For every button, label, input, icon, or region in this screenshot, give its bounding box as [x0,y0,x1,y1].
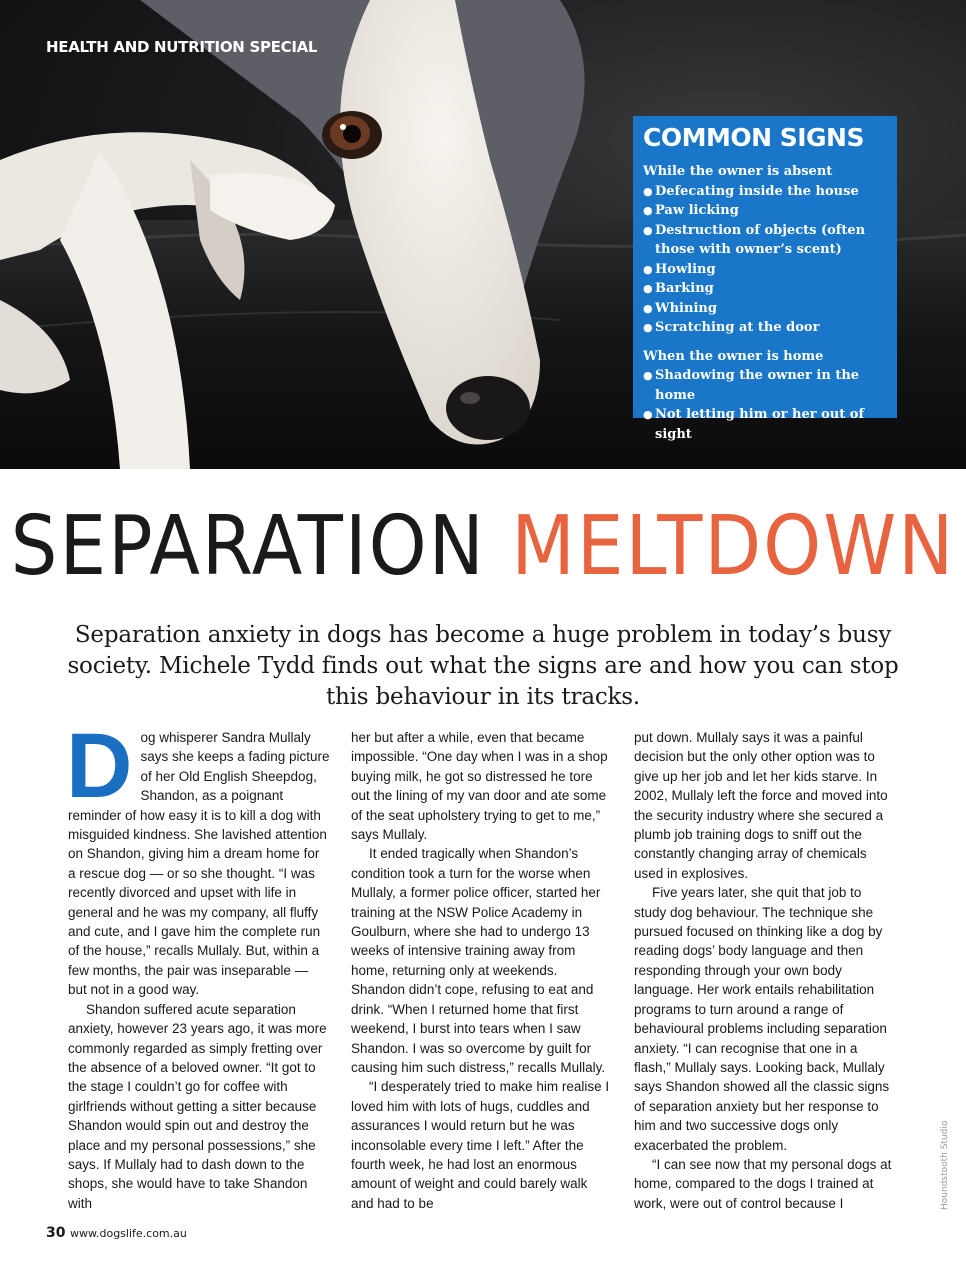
article-column-1 [66,715,330,1213]
article-paragraph: Shandon suffered acute separation anxiety, however 23 years ago, it was more commonly regarded as simply fretting over the absence of a beloved owner. “It got to the stage I couldn’t go for coffee with girlfriends without getting a sitter because Shandon would spin out and destroy the place and my personal possessions,” she says. If Mullaly had to dash down to the shops, she would have to take Shandon with [68,1001,327,1211]
article-paragraph [66,715,330,1000]
sign-item: ● Scratching at the door [643,318,887,338]
section-label: HEALTH AND NUTRITION SPECIAL [46,38,318,56]
article-paragraph: her but after a while, even that became impossible. “One day when I was in a shop buying milk, he got so distressed he tore out the lining of my van door and ate some of the seat upholstery trying to get to me,” says Mullaly. [351,730,608,843]
owner-home-heading: When the owner is home [643,348,824,364]
article-paragraph: “I can see now that my personal dogs at home, compared to the dogs I trained at work, were out of control because I [634,1156,892,1211]
headline-part-1: SEPARATION [10,499,486,594]
owner-home-list [643,366,887,444]
article-paragraph: “I desperately tried to make him realise I loved him with lots of hugs, cuddles and assurances I would return but he was inconsolable every time I left.” After the fourth week, he had lost an enormous amount of weight and could barely walk and had to be [351,1079,610,1211]
sign-item: ● Not letting him or her out of sight [643,405,887,444]
paragraph-text: og whisperer Sandra Mullaly says she keeps a fading picture of her Old English Sheepdog, Shandon, as a poignant reminder of how easy it is to kill a dog with misguided kindness. She lavished attention on Shandon, giving him a dream home for a rescue dog — or so she thought. “I was recently divorced and upset with life in general and he was my company, all fluffy and cute, and I gave him the complete run of the house,” recalls Mullaly. But, within a few months, the pair was inseparable — but not in a good way. [68,730,330,998]
hero-photo [0,0,966,469]
article-paragraph: It ended tragically when Shandon’s condition took a turn for the worse when Mullaly, a former police officer, started her training at the NSW Police Academy in Goulburn, where she had to undergo 13 weeks of intensive training away from home, returning only at weekends. Shandon didn’t cope, refusing to eat and drink. “When I returned home that first weekend, I burst into tears when I saw Shandon. I was so overcome by guilt for causing him such distress,” recalls Mullaly. [351,846,606,1075]
sign-item: ● Defecating inside the house [643,182,887,202]
article-column-3 [634,728,896,1213]
owner-absent-heading: While the owner is absent [643,164,833,179]
photo-credit: Houndstooth Studio [940,1120,950,1210]
common-signs-box [633,116,897,442]
drop-cap: D [66,715,133,817]
article-headline [0,492,966,602]
sign-item: ● Whining [643,299,887,319]
sign-item: ● Howling [643,260,887,280]
article-paragraph: Five years later, she quit that job to study dog behaviour. The technique she pursued focused on thinking like a dog by reading dogs’ body language and then responding through your own body language. Her work entails rehabilitation programs to turn around a range of behavioural problems including separation anxiety. “I can recognise that one in a flash,” Mullaly says. Looking back, Mullaly says Shandon showed all the classic signs of separation anxiety but her response to him and two successive dogs only exacerbated the problem. [634,885,890,1153]
owner-absent-list [643,182,887,338]
sign-item: ● Destruction of objects (often those with owner’s scent) [643,221,887,260]
sign-item: ● Paw licking [643,201,887,221]
article-paragraph: put down. Mullaly says it was a painful decision but the only other option was to give up her job and let her kids starve. In 2002, Mullaly left the force and moved into the security industry where she secured a plumb job training dogs to sniff out the constantly changing array of chemicals used in explosives. [634,730,888,881]
standfirst: Separation anxiety in dogs has become a huge problem in today’s busy society. Michele Tydd finds out what the signs are and how you can stop this behaviour in its tracks. [67,622,899,710]
footer-url: www.dogslife.com.au [70,1227,187,1240]
sign-item: ● Shadowing the owner in the home [643,366,887,405]
page-number: 30 [46,1225,66,1241]
article-column-2 [351,728,613,1213]
common-signs-title: COMMON SIGNS [643,123,864,152]
sign-item: ● Barking [643,279,887,299]
headline-part-2: MELTDOWN [511,499,956,594]
